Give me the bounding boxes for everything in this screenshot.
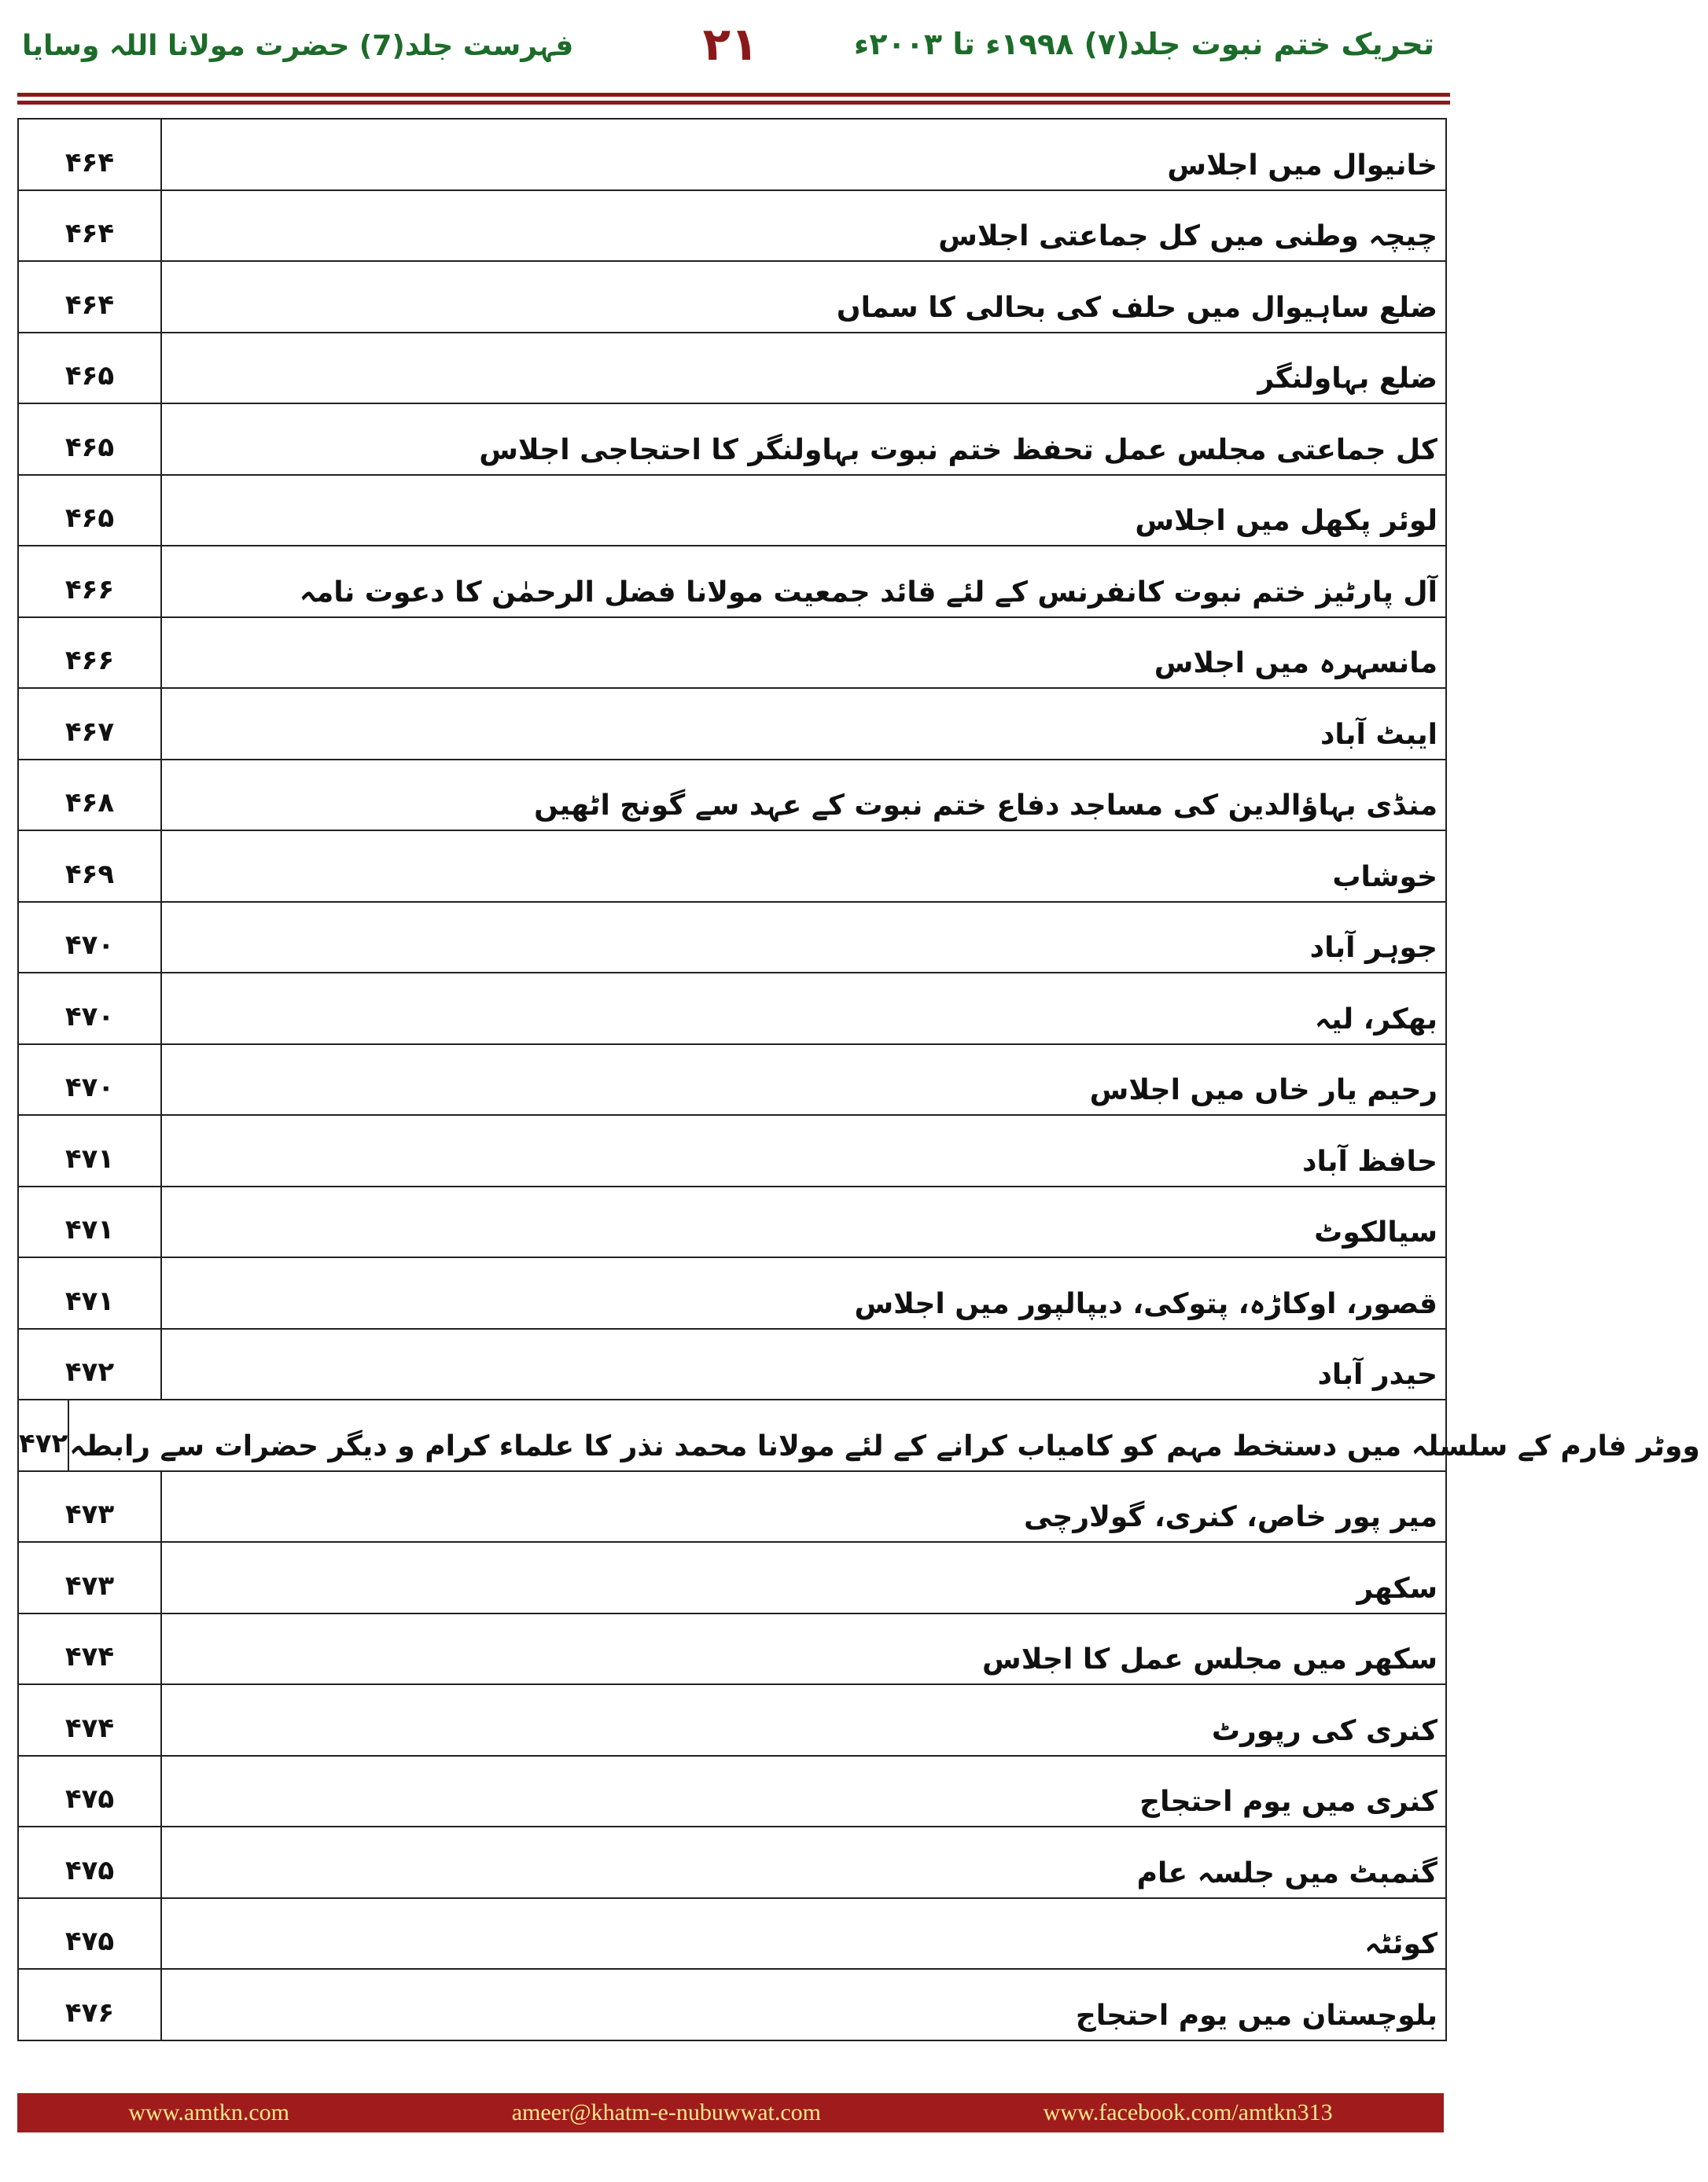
row-page-number: ۴۷۵ xyxy=(19,1757,162,1827)
footer-email-link[interactable]: ameer@khatm-e-nubuwwat.com xyxy=(511,2099,821,2125)
row-title: خانیوال میں اجلاس xyxy=(1167,149,1437,182)
table-row xyxy=(19,1330,1445,1401)
row-title: آل پارٹیز ختم نبوت کانفرنس کے لئے قائد جمعیت مولانا فضل الرحمٰن کا دعوت نامہ xyxy=(299,576,1437,609)
table-row xyxy=(19,689,1445,760)
row-title: ضلع بہاولنگر xyxy=(1257,362,1437,395)
row-title: ضلع ساہیوال میں حلف کی بحالی کا سماں xyxy=(836,291,1437,324)
row-page-number: ۴۷۱ xyxy=(19,1258,162,1328)
table-row xyxy=(19,333,1445,405)
table-row xyxy=(19,760,1445,832)
row-page-number: ۴۷۲ xyxy=(19,1330,162,1400)
table-row xyxy=(19,1187,1445,1259)
table-row xyxy=(19,191,1445,263)
table-row xyxy=(19,973,1445,1045)
table-row xyxy=(19,1614,1445,1686)
row-page-number: ۴۷۳ xyxy=(19,1543,162,1613)
row-title: چیچہ وطنی میں کل جماعتی اجلاس xyxy=(938,220,1437,252)
row-page-number: ۴۶۵ xyxy=(19,476,162,546)
row-page-number: ۴۶۴ xyxy=(19,262,162,332)
row-title: بلوچستان میں یوم احتجاج xyxy=(1075,1999,1437,2032)
table-row xyxy=(19,1400,1700,1472)
row-title: کوئٹہ xyxy=(1364,1928,1437,1960)
table-row xyxy=(19,1116,1445,1187)
row-page-number: ۴۷۰ xyxy=(19,973,162,1043)
row-page-number: ۴۶۶ xyxy=(19,546,162,616)
table-row xyxy=(19,1899,1445,1970)
row-page-number: ۴۶۸ xyxy=(19,760,162,830)
row-title: بھکر، لیہ xyxy=(1314,1003,1437,1036)
table-row xyxy=(19,1827,1445,1899)
row-page-number: ۴۶۴ xyxy=(19,191,162,261)
table-row xyxy=(19,1757,1445,1828)
page-header xyxy=(0,0,1461,94)
row-page-number: ۴۶۹ xyxy=(19,831,162,901)
row-page-number: ۴۷۰ xyxy=(19,903,162,973)
row-page-number: ۴۷۱ xyxy=(19,1116,162,1186)
row-page-number: ۴۷۲ xyxy=(19,1400,69,1470)
table-row xyxy=(19,831,1445,903)
table-row xyxy=(19,1970,1445,2041)
table-row xyxy=(19,1472,1445,1544)
table-row xyxy=(19,1045,1445,1117)
row-title: خوشاب xyxy=(1332,860,1437,893)
row-title: ووٹر فارم کے سلسلہ میں دستخط مہم کو کامیاب کرانے کے لئے مولانا محمد نذر کا علماء کرام و دیگر حضرات سے رابطہ xyxy=(69,1430,1700,1463)
table-row xyxy=(19,262,1445,333)
contents-table xyxy=(17,118,1700,2041)
page-number: ۲۱ xyxy=(702,17,759,71)
row-page-number: ۴۶۷ xyxy=(19,689,162,759)
row-page-number: ۴۷۵ xyxy=(19,1827,162,1897)
row-title: مانسہرہ میں اجلاس xyxy=(1154,647,1437,679)
table-row xyxy=(19,120,1445,191)
page-footer xyxy=(17,2093,1444,2132)
row-page-number: ۴۶۶ xyxy=(19,618,162,688)
header-rule-bottom xyxy=(17,101,1450,105)
row-title: رحیم یار خاں میں اجلاس xyxy=(1089,1074,1437,1106)
row-page-number: ۴۶۴ xyxy=(19,120,162,189)
row-page-number: ۴۷۴ xyxy=(19,1685,162,1755)
table-row xyxy=(19,476,1445,547)
row-page-number: ۴۷۳ xyxy=(19,1472,162,1542)
table-row xyxy=(19,1543,1445,1614)
header-index-title: فہرست جلد(7) حضرت مولانا اللہ وسایا xyxy=(22,30,574,62)
row-title: سیالکوٹ xyxy=(1314,1216,1437,1249)
footer-facebook-link[interactable]: www.facebook.com/amtkn313 xyxy=(1043,2099,1333,2125)
row-page-number: ۴۷۴ xyxy=(19,1614,162,1684)
row-title: میر پور خاص، کنری، گولارچی xyxy=(1024,1501,1437,1533)
row-title: ایبٹ آباد xyxy=(1320,718,1437,751)
header-book-title: تحریک ختم نبوت جلد(۷) ۱۹۹۸ء تا ۲۰۰۳ء xyxy=(853,27,1434,61)
table-row xyxy=(19,546,1445,618)
table-row xyxy=(19,618,1445,690)
row-title: کنری کی رپورٹ xyxy=(1211,1714,1437,1747)
row-page-number: ۴۶۵ xyxy=(19,333,162,403)
row-title: قصور، اوکاڑہ، پتوکی، دیپالپور میں اجلاس xyxy=(854,1287,1437,1320)
row-title: جوہر آباد xyxy=(1309,932,1437,964)
row-title: منڈی بہاؤالدین کی مساجد دفاع ختم نبوت کے عہد سے گونج اٹھیں xyxy=(534,789,1437,822)
row-title: کل جماعتی مجلس عمل تحفظ ختم نبوت بہاولنگر کا احتجاجی اجلاس xyxy=(479,433,1437,466)
row-title: کنری میں یوم احتجاج xyxy=(1139,1786,1437,1818)
row-page-number: ۴۷۰ xyxy=(19,1045,162,1115)
row-page-number: ۴۶۵ xyxy=(19,404,162,474)
row-title: حافظ آباد xyxy=(1302,1145,1437,1178)
table-row xyxy=(19,1258,1445,1330)
footer-website-link[interactable]: www.amtkn.com xyxy=(128,2099,290,2125)
table-row xyxy=(19,1685,1445,1757)
row-title: لوئر پکھل میں اجلاس xyxy=(1135,505,1437,537)
row-title: گنمبٹ میں جلسہ عام xyxy=(1136,1856,1437,1889)
row-page-number: ۴۷۶ xyxy=(19,1970,162,2040)
row-title: سکھر میں مجلس عمل کا اجلاس xyxy=(982,1643,1437,1676)
row-page-number: ۴۷۵ xyxy=(19,1899,162,1969)
header-rule-top xyxy=(17,93,1450,97)
table-row xyxy=(19,404,1445,476)
row-title: حیدر آباد xyxy=(1317,1359,1437,1391)
table-row xyxy=(19,903,1445,974)
row-title: سکھر xyxy=(1356,1572,1437,1605)
row-page-number: ۴۷۱ xyxy=(19,1187,162,1257)
